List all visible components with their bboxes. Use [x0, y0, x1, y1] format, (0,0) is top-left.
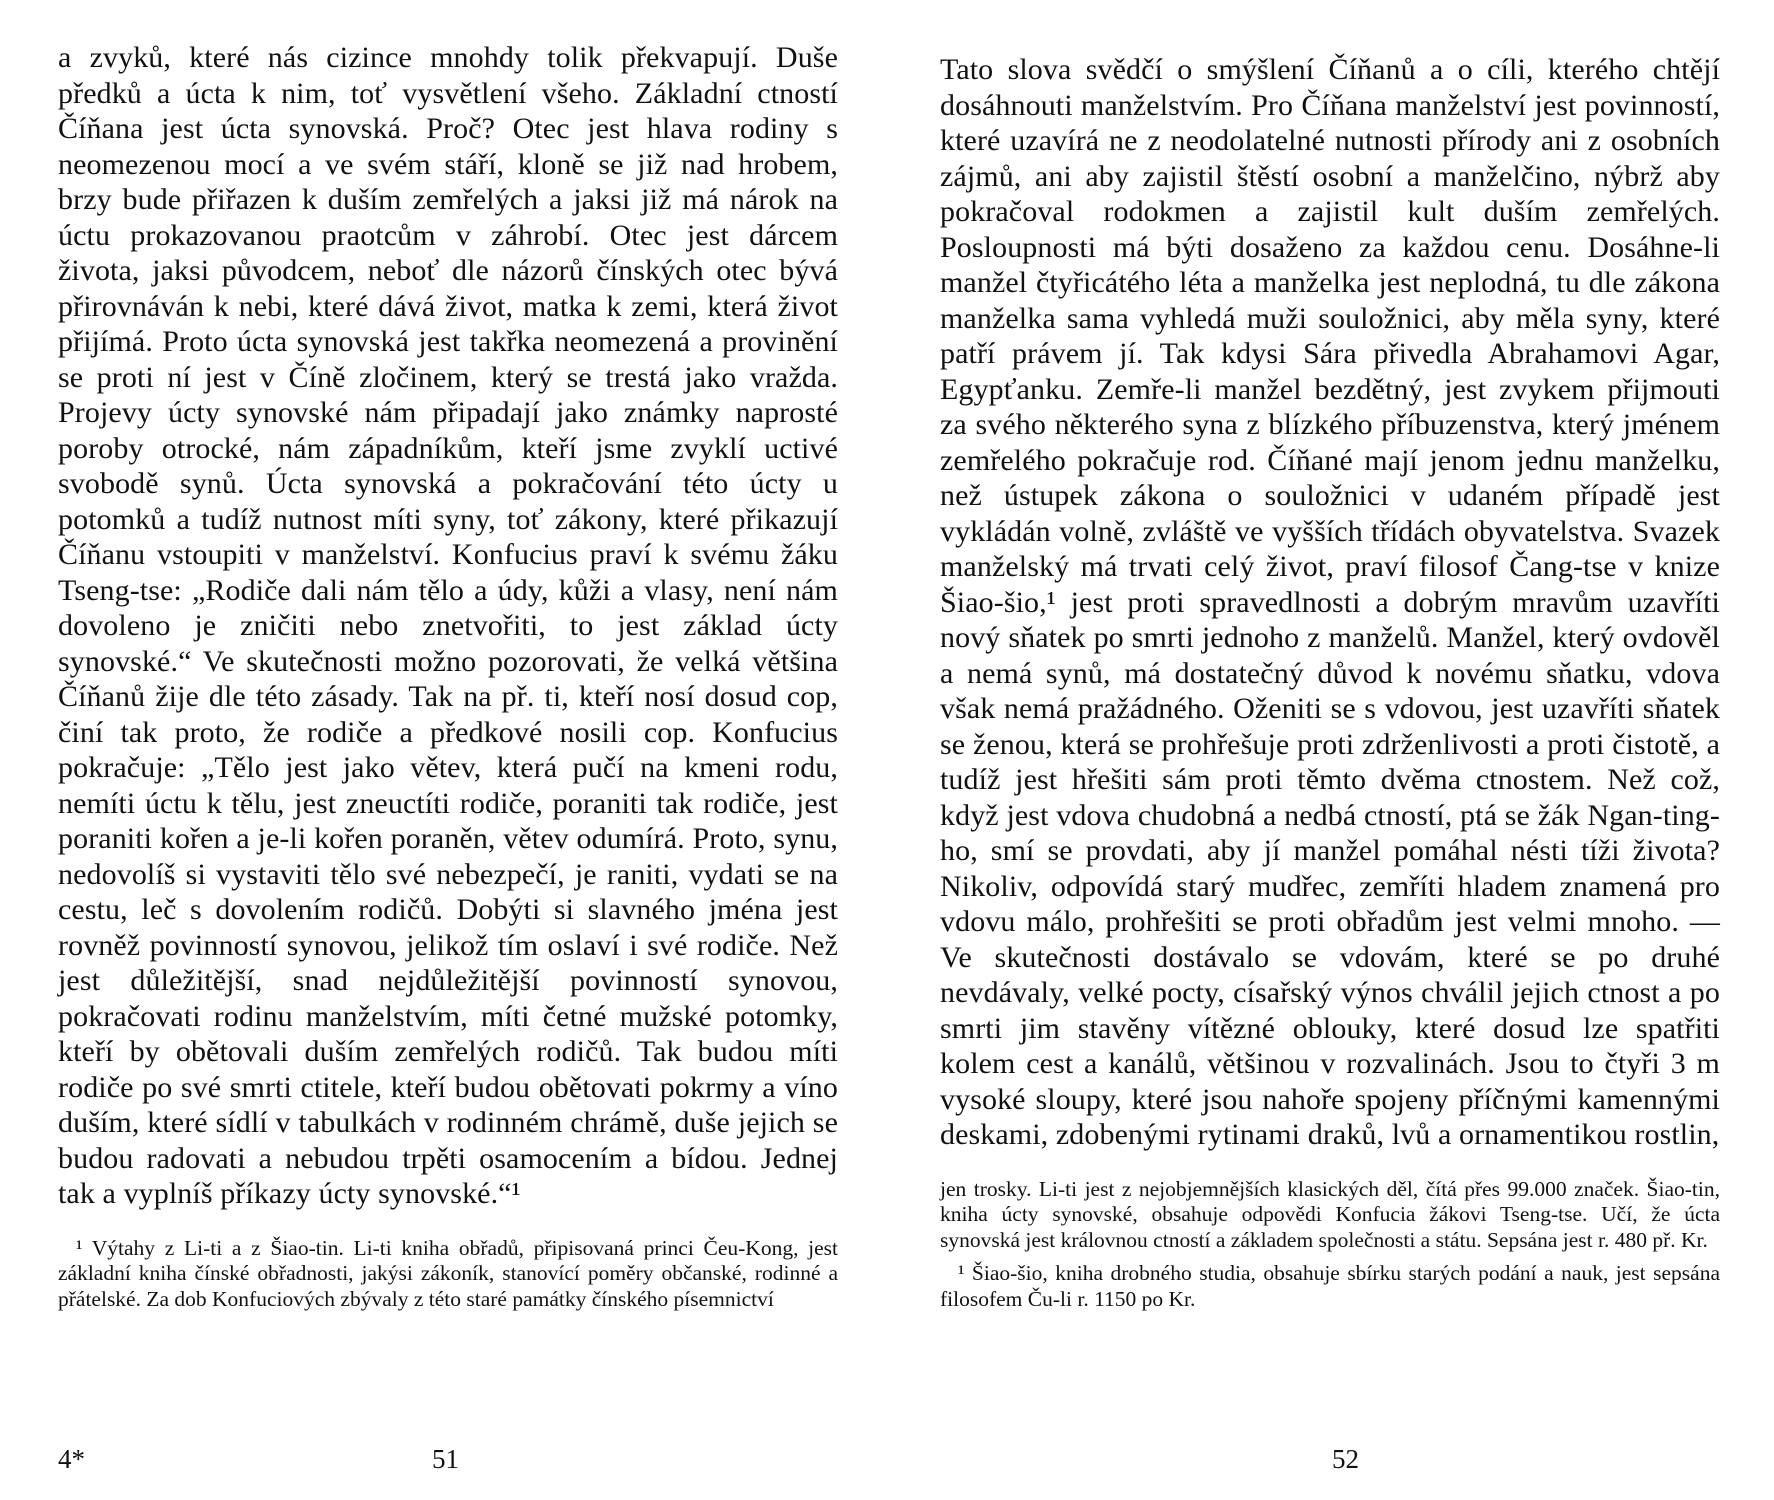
- right-page-footnotes: [940, 1177, 1720, 1313]
- left-footnote-1: ¹ Výtahy z Li-ti a z Šiao-tin. Li-ti kniha obřadů, připisovaná princi Čeu-Kong, jest základní kniha čínské obřadnosti, jakýsi zákoník, stanovící poměry občanské, rodinné a přátelské. Za dob Konfuciových zbývaly z této staré památky čínského písemnictví: [58, 1235, 838, 1311]
- right-page-number: 52: [1332, 1444, 1359, 1474]
- right-footnote-continuation: jen trosky. Li-ti jest z nejobjemnějších klasických děl, čítá přes 99.000 značek. Šiao-tin, kniha úcty synovské, obsahuje odpovědi Konfucia žákovi Tseng-tse. Učí, že úcta synovská jest královnou ctností a základem společnosti a státu. Sepsána jest r. 480 př. Kr.: [940, 1176, 1720, 1252]
- left-page-footnotes: [58, 1236, 838, 1313]
- right-footnote-1: ¹ Šiao-šio, kniha drobného studia, obsahuje sbírku starých podání a nauk, jest sepsána filosofem Ču-li r. 1150 po Kr.: [940, 1261, 1720, 1311]
- left-page-number: 51: [432, 1444, 459, 1474]
- left-page-body-text: a zvyků, které nás cizince mnohdy tolik překvapují. Duše předků a úcta k nim, toť vysvětlení všeho. Základní ctností Číňana jest úcta synovská. Proč? Otec jest hlava rodiny s neomezenou mocí a ve svém stáří, kloně se již nad hrobem, brzy bude přiřazen k duším zemřelých a jaksi již má nárok na úctu prokazovanou praotcům v záhrobí. Otec jest dárcem života, jaksi původcem, neboť dle názorů čínských otec bývá přirovnáván k nebi, které dává život, matka k zemi, která život přijímá. Proto úcta synovská jest takřka neomezená a provinění se proti ní jest v Číně zločinem, který se trestá jako vražda. Projevy úcty synovské nám připadají jako známky naprosté poroby otrocké, nám západníkům, kteří jsme zvyklí uctivé svobodě synů. Úcta synovská a pokračování této úcty u potomků a tudíž nutnost míti syny, toť zákony, které přikazují Číňanu vstoupiti v manželství. Konfucius praví k svému žáku Tseng-tse: „Rodiče dali nám tělo a údy, kůži a vlasy, není nám dovoleno je zničiti nebo znetvořiti, to jest základ úcty synovské.“ Ve skutečnosti možno pozorovati, že velká většina Číňanů žije dle této zásady. Tak na př. ti, kteří nosí dosud cop, činí tak proto, že rodiče a předkové nosili cop. Konfucius pokračuje: „Tělo jest jako větev, která pučí na kmeni rodu, nemíti úctu k tělu, jest zneuctíti rodiče, poraniti tak rodiče, jest poraniti kořen a je-li kořen poraněn, větev odumírá. Proto, synu, nedovolíš si vystaviti tělo své nebezpečí, je raniti, vydati se na cestu, leč s dovolením rodičů. Dobýti si slavného jména jest rovněž povinností synovou, jelikož tím oslaví i své rodiče. Než jest důležitější, snad nejdůležitější povinností synovou, pokračovati rodinu manželstvím, míti četné mužské potomky, kteří by obětovali duším zemřelých rodičů. Tak budou míti rodiče po své smrti ctitele, kteří budou obětovati pokrmy a víno duším, které sídlí v tabulkách v rodinném chrámě, duše jejich se budou radovati a nebudou trpěti osamocením a bídou. Jednej tak a vyplníš příkazy úcty synovské.“¹: [58, 41, 838, 1210]
- right-page-body-text: Tato slova svědčí o smýšlení Číňanů a o cíli, kterého chtějí dosáhnouti manželstvím. Pro Číňana manželství jest povinností, které uzavírá ne z neodolatelné nutnosti přírody ani z osobních zájmů, ani aby zajistil štěstí osobní a manželčino, nýbrž aby pokračoval rodokmen a zajistil kult duším zemřelých. Posloupnosti má býti dosaženo za každou cenu. Dosáhne-li manžel čtyřicátého léta a manželka jest neplodná, tu dle zákona manželka sama vyhledá muži souložnici, aby měla syny, které patří právem jí. Tak kdysi Sára přivedla Abrahamovi Agar, Egypťanku. Zemře-li manžel bezdětný, jest zvykem přijmouti za svého některého syna z blízkého příbuzenstva, který jménem zemřelého pokračuje rod. Číňané mají jenom jednu manželku, než ústupek zákona o souložnici v udaném případě jest vykládán volně, zvláště ve vyšších třídách obyvatelstva. Svazek manželský má trvati celý život, praví filosof Čang-tse v knize Šiao-šio,¹ jest proti spravedlnosti a dobrým mravům uzavříti nový sňatek po smrti jednoho z manželů. Manžel, který ovdověl a nemá synů, má dostatečný důvod k novému sňatku, vdova však nemá pražádného. Oženiti se s vdovou, jest uzavříti sňatek se ženou, která se prohřešuje proti zdrženlivosti a proti čistotě, a tudíž jest hřešiti sám proti těmto dvěma ctnostem. Než což, když jest vdova chudobná a nedbá ctností, ptá se žák Ngan-ting-ho, smí se provdati, aby jí manžel pomáhal nésti tíži života? Nikoliv, odpovídá starý mudřec, zemříti hladem znamená pro vdovu málo, prohřešiti se proti obřadům jest velmi mnoho. — Ve skutečnosti dostávalo se vdovám, které se po druhé nevdávaly, velké pocty, císařský výnos chválil jejich ctnost a po smrti jim stavěny vítězné oblouky, které dosud lze spatřiti kolem cest a kanálů, většinou v rozvalinách. Jsou to čtyři 3 m vysoké sloupy, které jsou nahoře spojeny příčnými kamennými deskami, zdobenými rytinami draků, lvů a ornamentikou rostlin,: [940, 53, 1720, 1151]
- signature-mark: 4*: [58, 1444, 85, 1474]
- left-page: [58, 40, 838, 1320]
- right-page: [940, 40, 1720, 1320]
